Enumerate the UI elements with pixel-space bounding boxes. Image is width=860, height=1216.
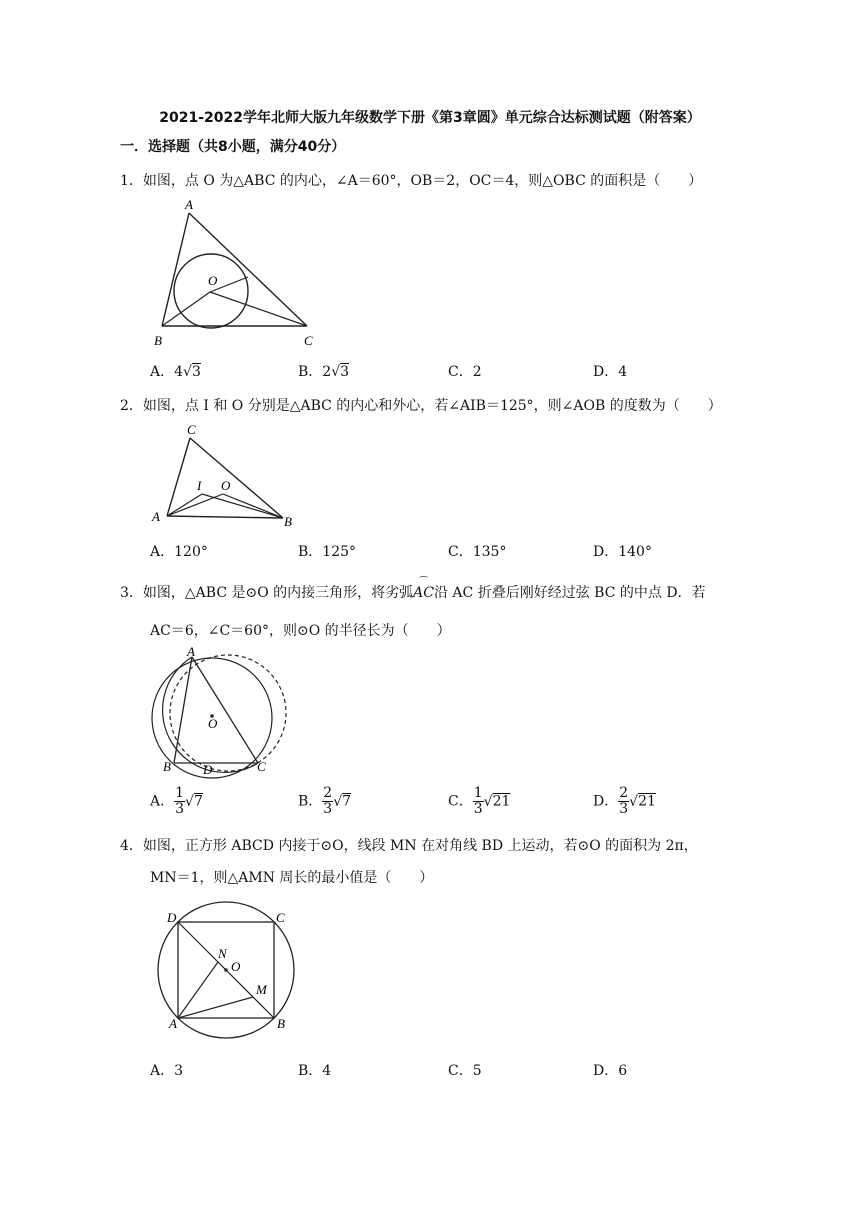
q3-label-o: O xyxy=(208,716,218,731)
question-1-stem: 1．如图，点 O 为△ABC 的内心，∠A＝60°，OB＝2，OC＝4，则△OBC 的面积是（ ） xyxy=(120,173,703,189)
q2-label-b: B xyxy=(284,514,292,529)
q1-label-c: C xyxy=(304,333,313,348)
q1-option-d[interactable]: D．4 xyxy=(593,364,628,380)
q4-label-o: O xyxy=(231,959,241,974)
q1-option-a[interactable]: A．4√3 xyxy=(150,364,201,380)
question-2-stem: 2．如图，点 I 和 O 分别是△ABC 的内心和外心，若∠AIB＝125°，则∠AOB 的度数为（ ） xyxy=(120,398,722,414)
q2-label-o: O xyxy=(221,478,231,493)
q4-option-c[interactable]: C．5 xyxy=(448,1063,482,1079)
question-3-figure xyxy=(150,645,290,780)
q4-label-d: D xyxy=(167,910,177,925)
q3-label-a: A xyxy=(187,644,195,659)
q4-label-a: A xyxy=(169,1016,177,1031)
q1-option-c[interactable]: C．2 xyxy=(448,364,482,380)
document-title: 2021-2022学年北师大版九年级数学下册《第3章圆》单元综合达标测试题（附答案） xyxy=(159,110,701,126)
q4-label-m: M xyxy=(256,982,267,997)
q4-option-b[interactable]: B．4 xyxy=(298,1063,332,1079)
q2-label-c: C xyxy=(187,422,196,437)
q3-option-c[interactable]: C． $\frac{1}{3}$ √21 xyxy=(448,785,511,817)
question-4-stem-line1: 4．如图，正方形 ABCD 内接于⊙O，线段 MN 在对角线 BD 上运动，若⊙O 的面积为 2π， xyxy=(120,838,698,854)
q1-label-a: A xyxy=(185,197,193,212)
question-1-figure xyxy=(150,195,330,355)
q1-label-o: O xyxy=(208,273,218,288)
question-4-stem-line2: MN＝1，则△AMN 周长的最小值是（ ） xyxy=(150,870,434,886)
question-3-stem-line2: AC＝6，∠C＝60°，则⊙O 的半径长为（ ） xyxy=(150,623,451,639)
q2-option-c[interactable]: C．135° xyxy=(448,544,507,560)
question-2-figure xyxy=(150,420,300,530)
q3-option-a[interactable]: A． $\frac{1}{3}$ √7 xyxy=(150,785,203,817)
question-3-stem-line1: 3．如图，△ABC 是⊙O 的内接三角形，将劣弧 ⌒ AC沿 AC 折叠后刚好经过弦 BC 的中点 D．若 xyxy=(120,577,706,601)
q4-label-c: C xyxy=(276,910,285,925)
q4-label-n: N xyxy=(218,946,227,961)
q1-option-b[interactable]: B．2√3 xyxy=(298,364,350,380)
q3-label-b: B xyxy=(163,759,171,774)
q1-label-b: B xyxy=(154,333,162,348)
q2-option-a[interactable]: A．120° xyxy=(150,544,208,560)
q2-label-i: I xyxy=(197,478,202,493)
q2-label-a: A xyxy=(152,509,160,524)
section-heading: 一．选择题（共8小题，满分40分） xyxy=(120,139,346,155)
arc-ac-notation: ⌒ AC xyxy=(413,577,434,601)
q3-label-c: C xyxy=(257,759,266,774)
q3-label-d: D xyxy=(203,762,213,777)
question-4-figure xyxy=(150,900,310,1040)
q4-label-b: B xyxy=(277,1016,285,1031)
q2-option-b[interactable]: B．125° xyxy=(298,544,357,560)
q3-option-b[interactable]: B． $\frac{2}{3}$ √7 xyxy=(298,785,352,817)
q4-option-d[interactable]: D．6 xyxy=(593,1063,628,1079)
q3-option-d[interactable]: D． $\frac{2}{3}$ √21 xyxy=(593,785,656,817)
q2-option-d[interactable]: D．140° xyxy=(593,544,652,560)
q4-option-a[interactable]: A．3 xyxy=(150,1063,184,1079)
